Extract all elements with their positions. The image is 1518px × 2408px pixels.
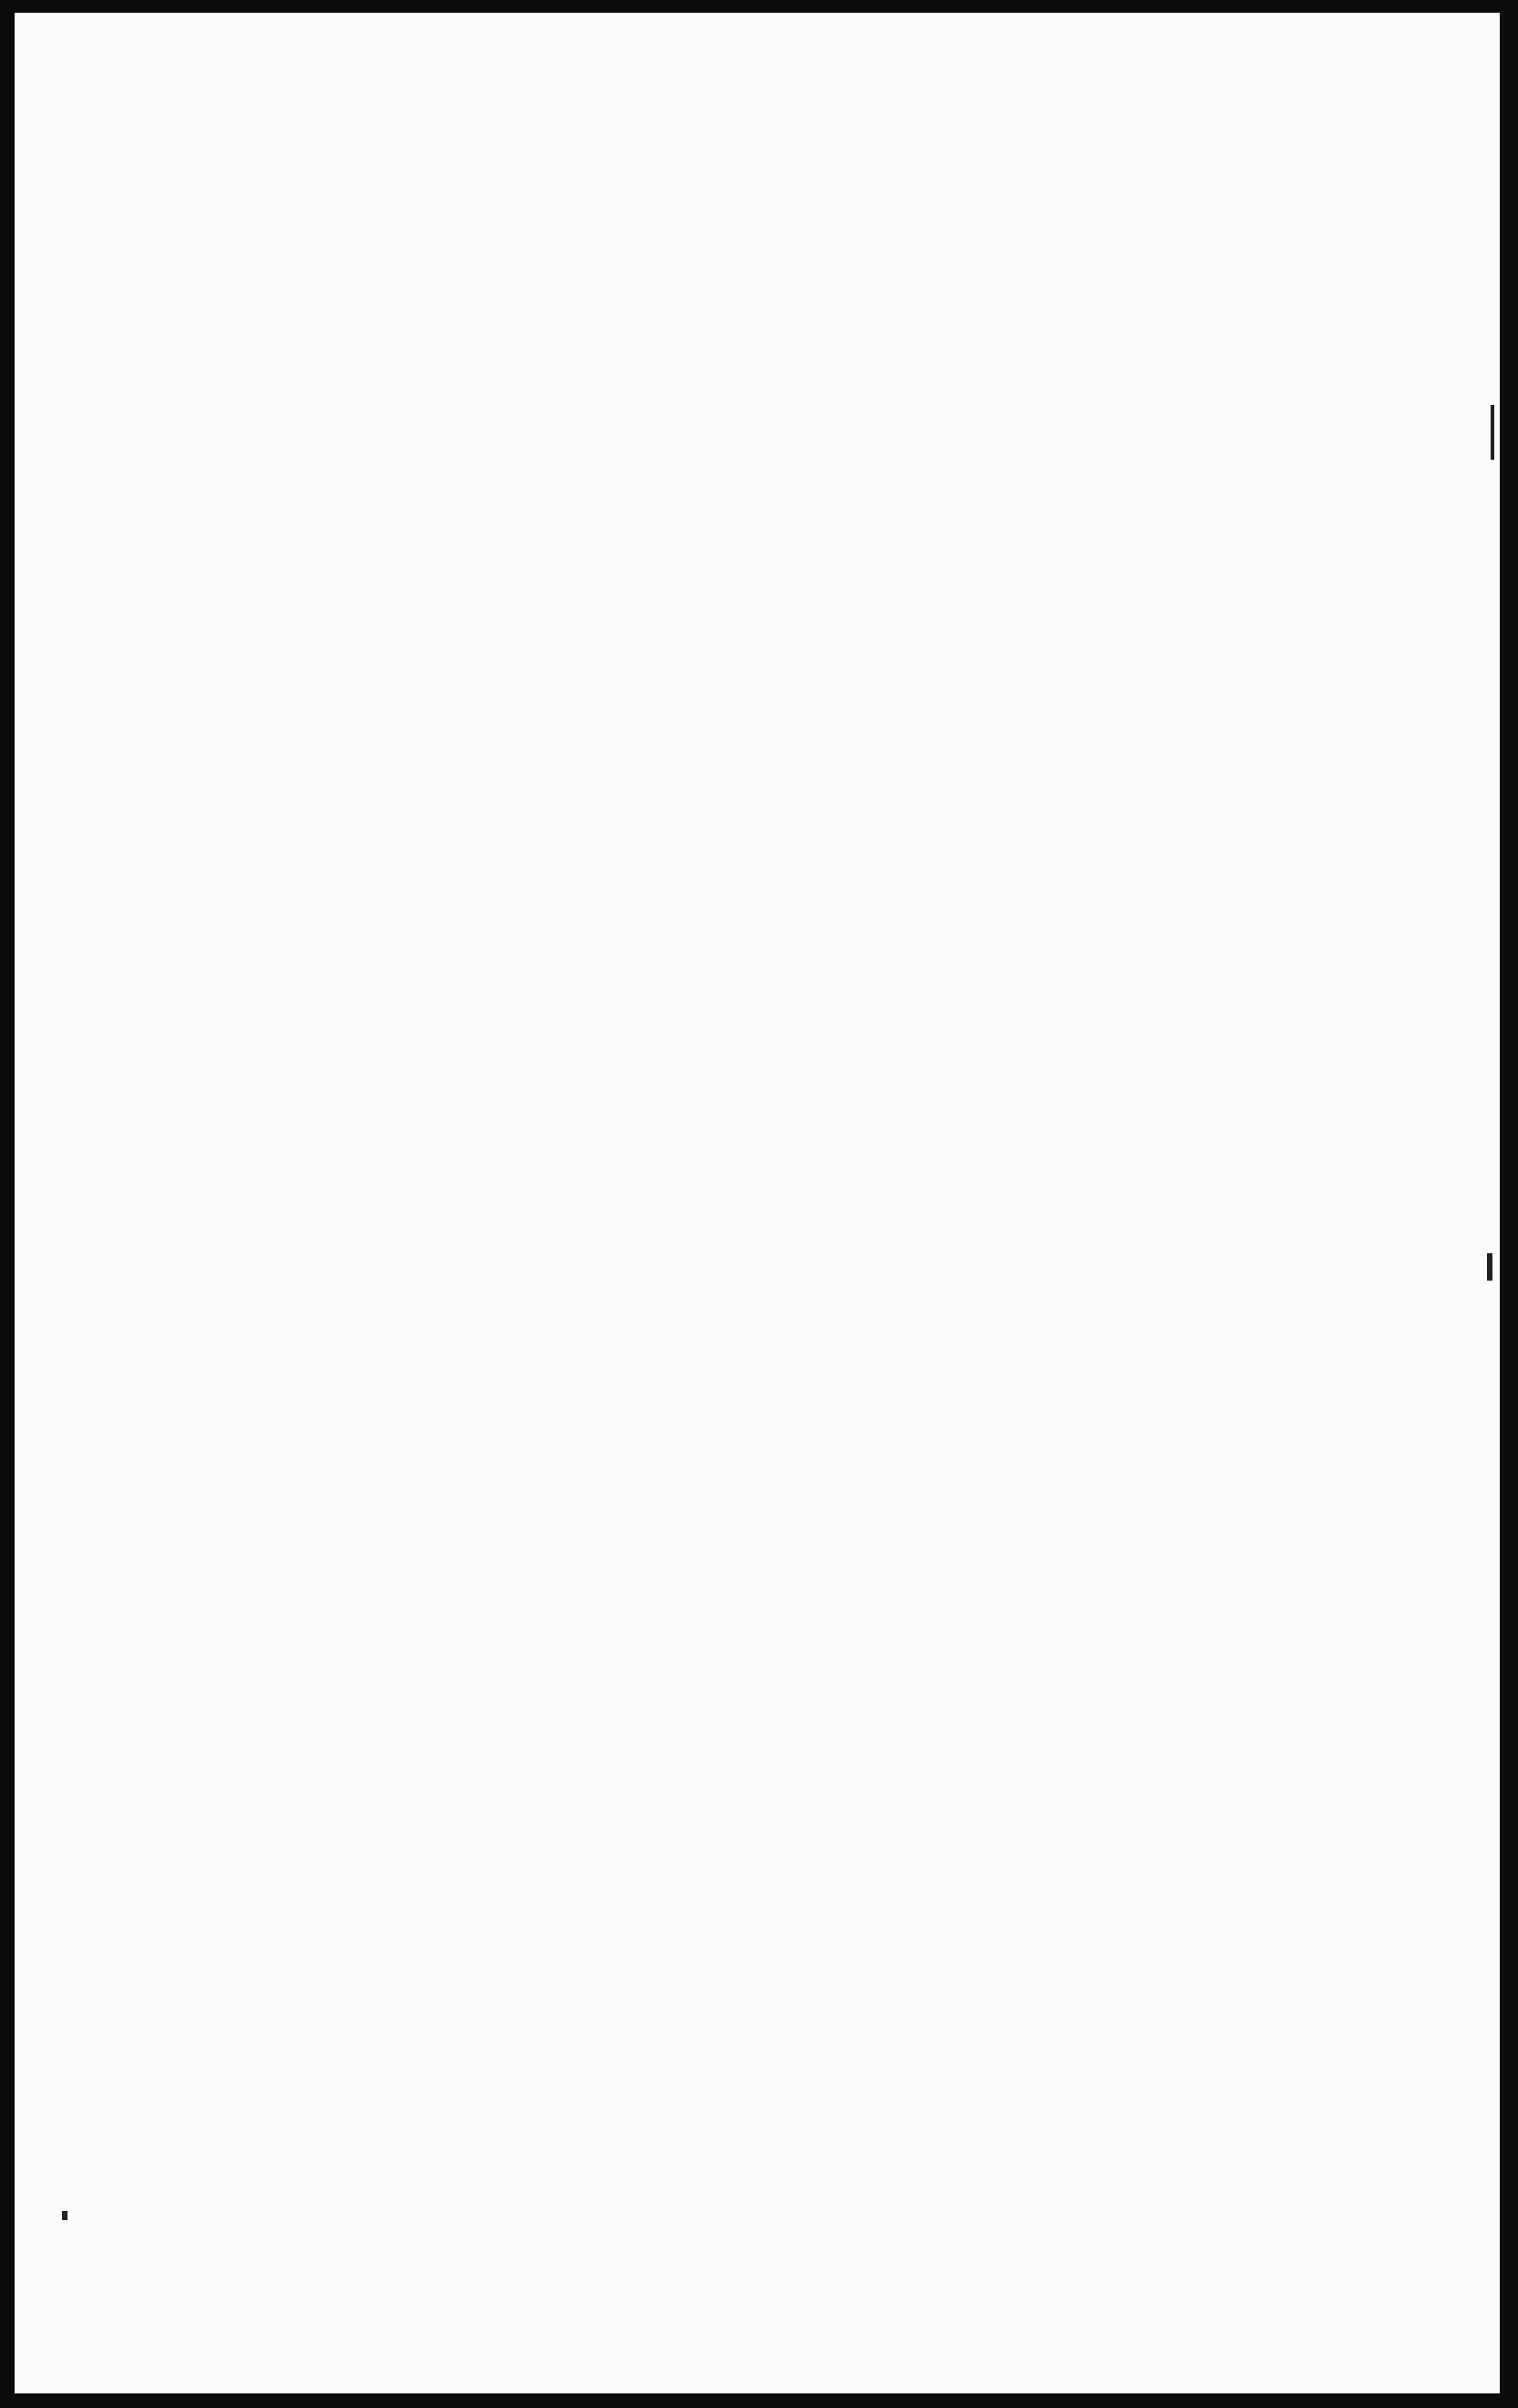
margin-mark (1487, 1253, 1492, 1281)
book-page (15, 13, 1500, 2393)
margin-mark (62, 2211, 68, 2220)
margin-mark (1491, 405, 1494, 460)
